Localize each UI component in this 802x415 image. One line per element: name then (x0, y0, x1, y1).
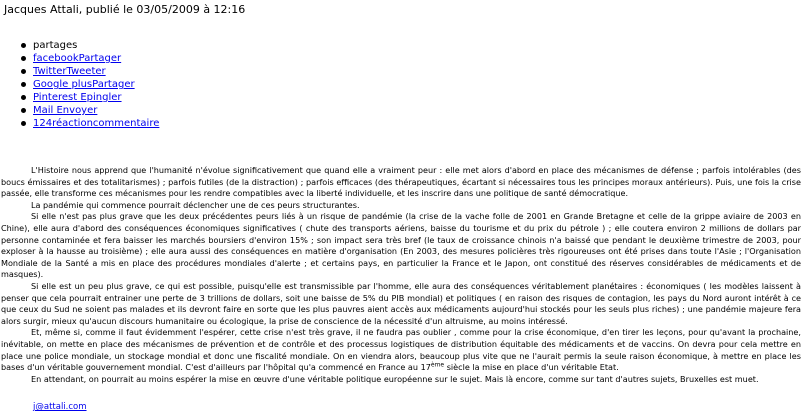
bullet-icon (21, 69, 26, 74)
share-facebook-link[interactable]: facebookPartager (33, 53, 122, 64)
bullet-icon (21, 108, 26, 113)
share-comments-item[interactable] (19, 117, 159, 130)
bullet-icon (21, 56, 26, 61)
share-mail-link[interactable]: Mail Envoyer (33, 105, 98, 116)
article-paragraph: Si elle n'est pas plus grave que les deux précédentes peurs liés à un risque de pandémie (la crise de la vache folle de 2001 en Grande Bretagne et celle de la grippe aviaire de 2003 en Chine), elle aura d'abord des conséquences économiques significatives ( chute des transports aériens, baisse du tourisme et du prix du pétrole ) ; elle coutera environ 2 millions de dollars par personne contaminée et fera baisser les marchés boursiers d'environ 15% ; son impact sera très bref (le taux de croissance chinois n'a baissé que pendant le deuxième trimestre de 2003, pour exploser à la hausse au troisième) ; elle aura aussi des conséquences en matière d'organisation (En 2003, des mesures policières très rigoureuses ont été prises dans toute l'Asie ; l'Organisation Mondiale de la Santé a mis en place des procédures mondiales d'alerte ; et certains pays, en particulier la France et le Japon, ont constitué des réserves considérables de médicaments et de masques). (1, 211, 801, 280)
author-email (33, 402, 87, 413)
century-number: 17 (420, 362, 431, 373)
share-comments-link[interactable]: 124réactioncommentaire (33, 118, 160, 129)
share-pinterest-link[interactable]: Pinterest Epingler (33, 92, 122, 103)
article-paragraph: L'Histoire nous apprend que l'humanité n'évolue significativement que quand elle a vraiment peur : elle met alors d'abord en place des mécanismes de défense ; parfois intolérables (des boucs émissaires et des totalitarismes) ; parfois futiles (de la distraction) ; parfois efficaces (des thérapeutiques, écartant si nécessaires tous les principes moraux antérieurs). Puis, une fois la crise passée, elle transforme ces mécanismes pour les rendre compatibles avec la liberté individuelle, et les inscrire dans une politique de santé démocratique. (1, 165, 801, 199)
bullet-icon (21, 121, 26, 126)
article-paragraph (1, 327, 801, 373)
share-twitter-link[interactable]: TwitterTweeter (33, 66, 106, 77)
share-pinterest-item[interactable] (19, 91, 159, 104)
author-email-link[interactable]: j@attali.com (33, 402, 87, 412)
bullet-icon (21, 43, 26, 48)
century-suffix: ème (430, 361, 445, 369)
article-body (1, 165, 801, 385)
article-paragraph: La pandémie qui commence pourrait déclencher une de ces peurs structurantes. (31, 199, 360, 210)
article-paragraph-text: Et, même si, comme il faut évidemment l'espérer, cette crise n'est très grave, il ne faudra pas oublier , comme pour la crise économique, d'en tirer les leçons, pour qu'avant la prochaine, inévitable, on mette en place des mécanismes de prévention et de contrôle et des processus logistiques de distribution équitable des médicaments et de vaccins. On devra pour cela mettre en place une police mondiale, un stockage mondial et donc une fiscalité mondiale. On en viendra alors, beaucoup plus vite que ne l'aurait permis la seule raison économique, à mettre en place les bases d'un véritable gouvernement mondial. C'est d'ailleurs par l'hôpital qu'a commencé en France au (1, 327, 801, 373)
share-facebook-item[interactable] (19, 52, 159, 65)
bullet-icon (21, 95, 26, 100)
share-menu (19, 39, 159, 130)
bullet-icon (21, 82, 26, 87)
share-count-label: partages (33, 40, 78, 51)
share-mail-item[interactable] (19, 104, 159, 117)
share-google-plus-link[interactable]: Google plusPartager (33, 79, 135, 90)
share-twitter-item[interactable] (19, 65, 159, 78)
article-paragraph: Si elle est un peu plus grave, ce qui est possible, puisqu'elle est transmissible par l'homme, elle aura des conséquences véritablement planétaires : économiques ( les modèles laissent à penser que cela pourrait entrainer une perte de 3 trillions de dollars, soit une baisse de 5% du PIB mondial) et politiques ( en raison des risques de contagion, les pays du Nord auront intérêt à ce que ceux du Sud ne soient pas malades et ils devront faire en sorte que les plus pauvres aient accès aux médicaments aujourd'hui stockés pour les seuls plus riches) ; une pandémie majeure fera alors surgir, mieux qu'aucun discours humanitaire ou écologique, la prise de conscience de la nécessité d'un altruisme, au moins intéressé. (1, 280, 801, 326)
article-byline: Jacques Attali, publié le 03/05/2009 à 12:16 (4, 3, 246, 16)
article-paragraph: En attendant, on pourrait au moins espérer la mise en œuvre d'une véritable politique européenne sur le sujet. Mais là encore, comme sur tant d'autres sujets, Bruxelles est muet. (31, 373, 759, 384)
share-count-item (19, 39, 159, 52)
article-paragraph-tail: siècle la mise en place d'un véritable Etat. (444, 362, 619, 373)
share-google-plus-item[interactable] (19, 78, 159, 91)
